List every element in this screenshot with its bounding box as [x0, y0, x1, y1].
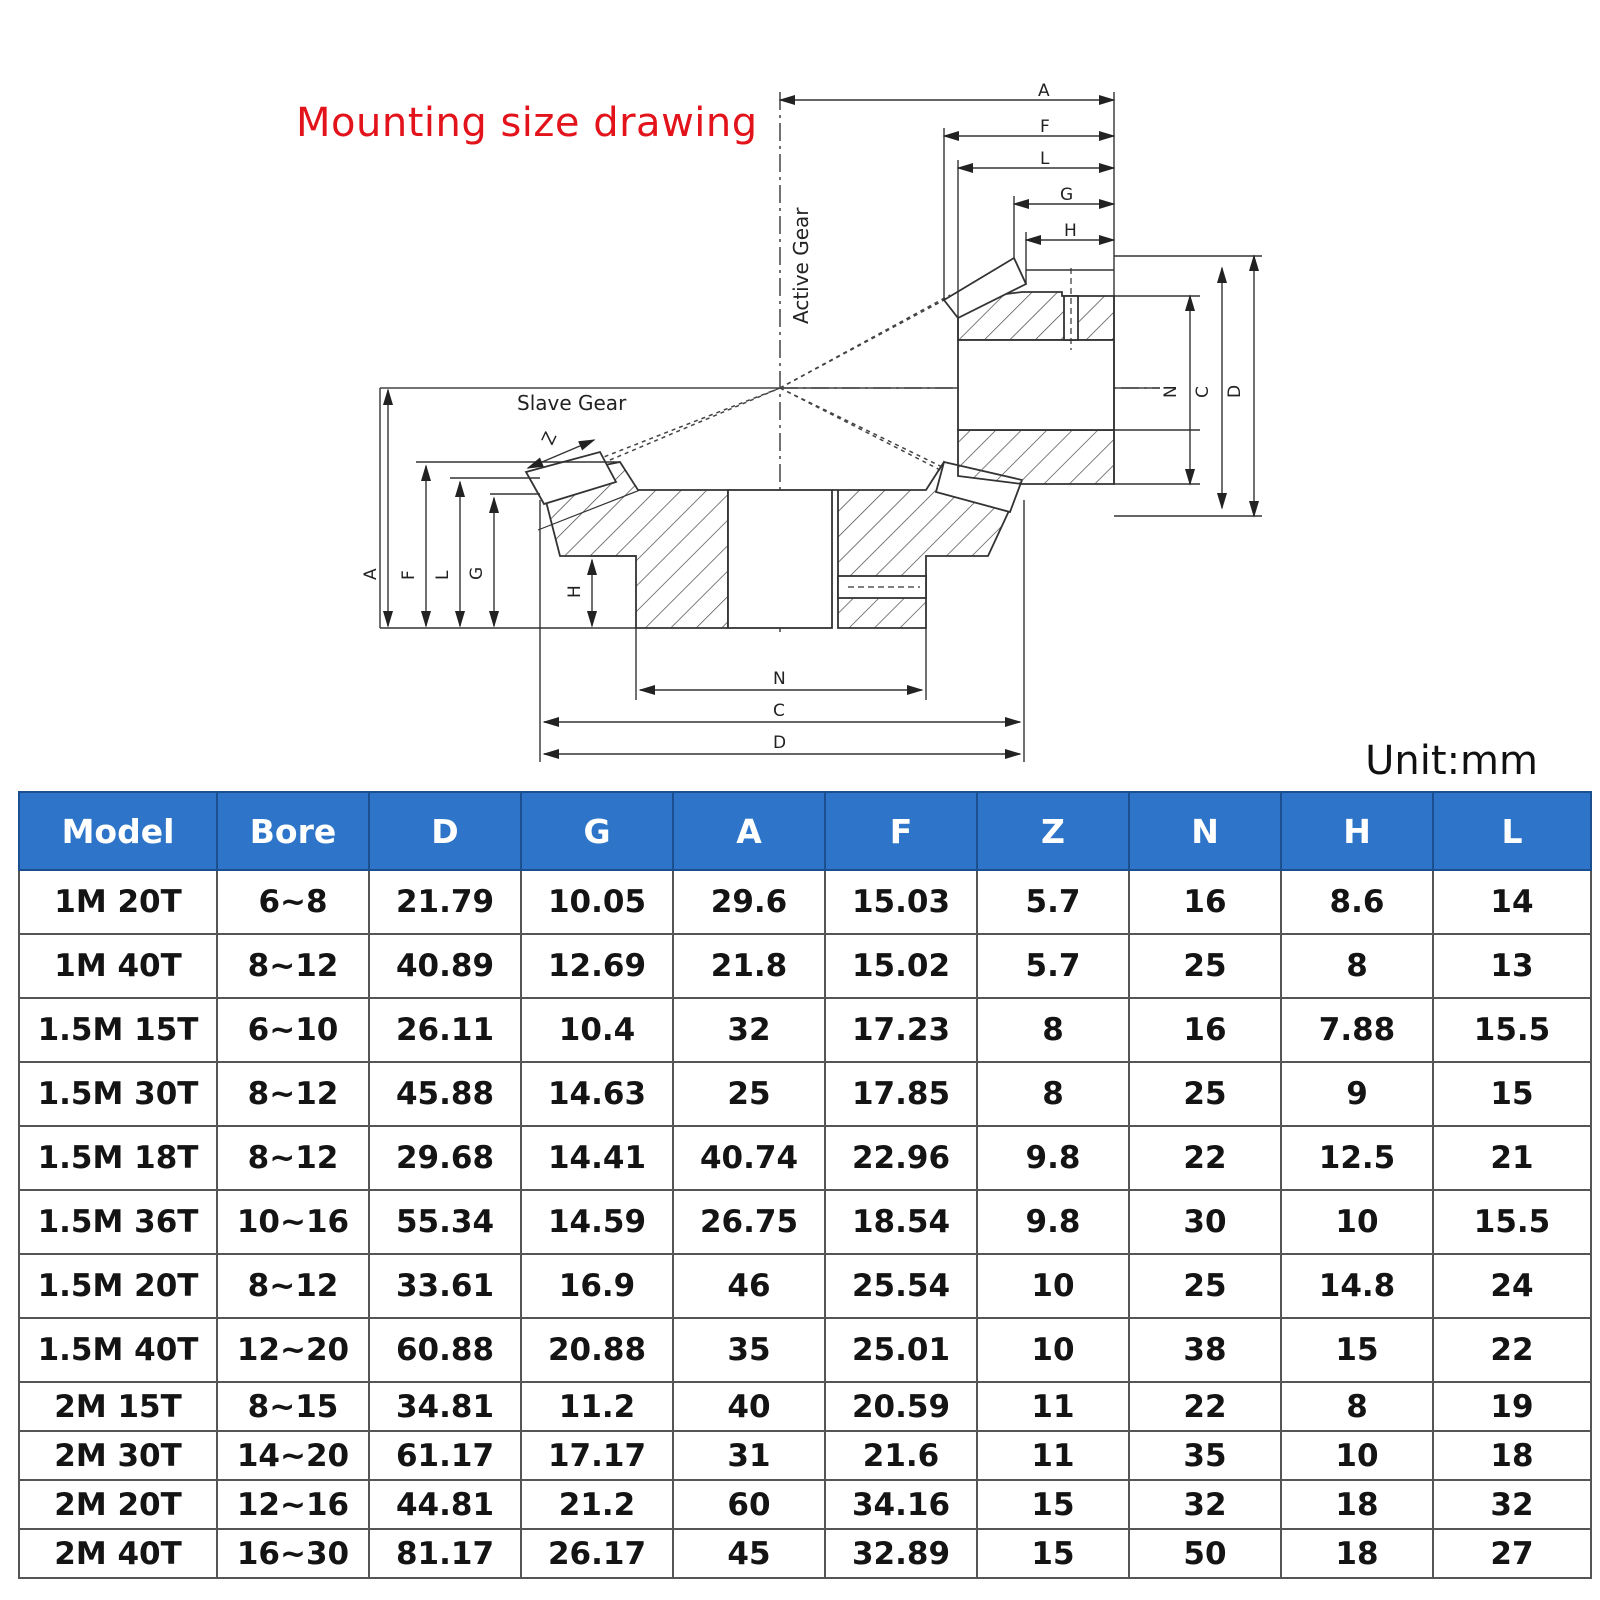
table-cell-bore: 12~16 [217, 1480, 369, 1529]
table-cell-f: 22.96 [825, 1126, 977, 1190]
table-cell-a: 40 [673, 1382, 825, 1431]
table-cell-h: 8 [1281, 1382, 1433, 1431]
slave-gear-label: Slave Gear [517, 391, 627, 415]
table-cell-model: 2M 40T [19, 1529, 217, 1578]
table-cell-l: 19 [1433, 1382, 1591, 1431]
table-cell-g: 12.69 [521, 934, 673, 998]
table-cell-l: 32 [1433, 1480, 1591, 1529]
table-cell-l: 13 [1433, 934, 1591, 998]
table-cell-f: 25.01 [825, 1318, 977, 1382]
table-cell-h: 15 [1281, 1318, 1433, 1382]
table-cell-n: 16 [1129, 870, 1281, 934]
col-header-h: H [1281, 792, 1433, 870]
table-cell-d: 26.11 [369, 998, 521, 1062]
table-cell-z: 15 [977, 1480, 1129, 1529]
table-cell-bore: 6~8 [217, 870, 369, 934]
table-cell-model: 1.5M 36T [19, 1190, 217, 1254]
table-cell-a: 60 [673, 1480, 825, 1529]
table-cell-l: 15.5 [1433, 1190, 1591, 1254]
table-cell-f: 15.03 [825, 870, 977, 934]
table-cell-z: 8 [977, 998, 1129, 1062]
table-cell-model: 1.5M 15T [19, 998, 217, 1062]
table-cell-model: 2M 20T [19, 1480, 217, 1529]
table-row [19, 1126, 1591, 1190]
table-header-row [19, 792, 1591, 870]
table-cell-g: 20.88 [521, 1318, 673, 1382]
table-cell-a: 21.8 [673, 934, 825, 998]
table-cell-z: 5.7 [977, 934, 1129, 998]
table-row [19, 1431, 1591, 1480]
table-row [19, 1062, 1591, 1126]
table-cell-d: 29.68 [369, 1126, 521, 1190]
dim-label-z: Z [538, 429, 562, 449]
table-cell-d: 40.89 [369, 934, 521, 998]
table-cell-bore: 10~16 [217, 1190, 369, 1254]
dim-label-h-top: H [1064, 221, 1077, 241]
col-header-model: Model [19, 792, 217, 870]
table-cell-h: 18 [1281, 1529, 1433, 1578]
table-cell-l: 24 [1433, 1254, 1591, 1318]
dim-label-f-left: F [399, 570, 419, 580]
table-cell-n: 35 [1129, 1431, 1281, 1480]
table-cell-g: 26.17 [521, 1529, 673, 1578]
table-cell-bore: 8~12 [217, 1062, 369, 1126]
table-row [19, 1318, 1591, 1382]
col-header-f: F [825, 792, 977, 870]
table-cell-f: 17.85 [825, 1062, 977, 1126]
table-cell-a: 45 [673, 1529, 825, 1578]
table-row [19, 998, 1591, 1062]
table-cell-h: 8.6 [1281, 870, 1433, 934]
table-cell-model: 2M 15T [19, 1382, 217, 1431]
table-cell-n: 22 [1129, 1382, 1281, 1431]
table-row [19, 1190, 1591, 1254]
table-cell-g: 16.9 [521, 1254, 673, 1318]
table-cell-z: 10 [977, 1254, 1129, 1318]
table-cell-h: 10 [1281, 1190, 1433, 1254]
table-cell-l: 21 [1433, 1126, 1591, 1190]
table-cell-n: 22 [1129, 1126, 1281, 1190]
table-cell-bore: 8~12 [217, 934, 369, 998]
table-cell-h: 10 [1281, 1431, 1433, 1480]
table-cell-bore: 16~30 [217, 1529, 369, 1578]
dim-label-a-left: A [361, 568, 381, 580]
table-row [19, 1382, 1591, 1431]
dim-label-d-right: D [1225, 384, 1245, 398]
col-header-d: D [369, 792, 521, 870]
dim-label-n-bottom: N [773, 669, 786, 689]
table-cell-d: 21.79 [369, 870, 521, 934]
table-cell-bore: 8~15 [217, 1382, 369, 1431]
table-row [19, 934, 1591, 998]
table-cell-bore: 14~20 [217, 1431, 369, 1480]
table-cell-d: 33.61 [369, 1254, 521, 1318]
table-cell-n: 38 [1129, 1318, 1281, 1382]
table-cell-g: 11.2 [521, 1382, 673, 1431]
dim-label-h-left: H [565, 585, 585, 598]
table-row [19, 870, 1591, 934]
table-cell-g: 10.4 [521, 998, 673, 1062]
col-header-a: A [673, 792, 825, 870]
table-cell-bore: 12~20 [217, 1318, 369, 1382]
dim-label-a-top: A [1038, 81, 1050, 101]
unit-label: Unit:mm [1365, 738, 1538, 784]
table-cell-l: 14 [1433, 870, 1591, 934]
gear-spec-table [18, 791, 1592, 1579]
table-cell-g: 17.17 [521, 1431, 673, 1480]
table-cell-g: 10.05 [521, 870, 673, 934]
table-cell-l: 15.5 [1433, 998, 1591, 1062]
table-cell-l: 15 [1433, 1062, 1591, 1126]
table-cell-g: 14.59 [521, 1190, 673, 1254]
col-header-n: N [1129, 792, 1281, 870]
table-cell-a: 40.74 [673, 1126, 825, 1190]
table-cell-h: 8 [1281, 934, 1433, 998]
table-cell-bore: 6~10 [217, 998, 369, 1062]
table-cell-h: 9 [1281, 1062, 1433, 1126]
table-cell-a: 32 [673, 998, 825, 1062]
table-row [19, 1529, 1591, 1578]
table-cell-f: 18.54 [825, 1190, 977, 1254]
table-cell-model: 1.5M 40T [19, 1318, 217, 1382]
table-cell-g: 21.2 [521, 1480, 673, 1529]
table-cell-l: 22 [1433, 1318, 1591, 1382]
dim-label-c-right: C [1193, 386, 1213, 398]
table-cell-model: 2M 30T [19, 1431, 217, 1480]
dim-label-f-top: F [1040, 117, 1050, 137]
table-cell-h: 14.8 [1281, 1254, 1433, 1318]
table-cell-d: 61.17 [369, 1431, 521, 1480]
table-cell-h: 7.88 [1281, 998, 1433, 1062]
table-cell-g: 14.63 [521, 1062, 673, 1126]
table-cell-f: 25.54 [825, 1254, 977, 1318]
table-cell-n: 50 [1129, 1529, 1281, 1578]
table-cell-f: 20.59 [825, 1382, 977, 1431]
table-cell-z: 11 [977, 1382, 1129, 1431]
table-cell-n: 25 [1129, 1062, 1281, 1126]
table-cell-f: 32.89 [825, 1529, 977, 1578]
dim-label-g-top: G [1060, 185, 1074, 205]
table-cell-l: 27 [1433, 1529, 1591, 1578]
table-row [19, 1254, 1591, 1318]
table-cell-f: 21.6 [825, 1431, 977, 1480]
table-cell-z: 15 [977, 1529, 1129, 1578]
col-header-z: Z [977, 792, 1129, 870]
table-cell-model: 1M 20T [19, 870, 217, 934]
table-row [19, 1480, 1591, 1529]
table-cell-z: 9.8 [977, 1190, 1129, 1254]
dim-label-c-bottom: C [773, 701, 785, 721]
table-cell-z: 8 [977, 1062, 1129, 1126]
drawing-title: Mounting size drawing [296, 100, 758, 146]
table-cell-d: 45.88 [369, 1062, 521, 1126]
col-header-l: L [1433, 792, 1591, 870]
dim-label-g-left: G [467, 566, 487, 580]
table-cell-bore: 8~12 [217, 1126, 369, 1190]
table-cell-z: 5.7 [977, 870, 1129, 934]
table-cell-model: 1.5M 30T [19, 1062, 217, 1126]
table-cell-f: 15.02 [825, 934, 977, 998]
table-cell-h: 12.5 [1281, 1126, 1433, 1190]
table-cell-z: 11 [977, 1431, 1129, 1480]
table-cell-a: 46 [673, 1254, 825, 1318]
mounting-size-drawing [0, 0, 1600, 770]
table-cell-d: 81.17 [369, 1529, 521, 1578]
col-header-bore: Bore [217, 792, 369, 870]
dim-label-l-left: L [433, 570, 453, 580]
table-cell-d: 55.34 [369, 1190, 521, 1254]
table-cell-n: 32 [1129, 1480, 1281, 1529]
table-cell-n: 25 [1129, 934, 1281, 998]
table-cell-model: 1M 40T [19, 934, 217, 998]
col-header-g: G [521, 792, 673, 870]
table-cell-bore: 8~12 [217, 1254, 369, 1318]
table-cell-n: 30 [1129, 1190, 1281, 1254]
dim-label-n-right: N [1161, 385, 1181, 398]
table-cell-z: 10 [977, 1318, 1129, 1382]
table-cell-d: 60.88 [369, 1318, 521, 1382]
dim-label-l-top: L [1040, 149, 1050, 169]
table-cell-a: 35 [673, 1318, 825, 1382]
table-cell-a: 31 [673, 1431, 825, 1480]
table-cell-model: 1.5M 20T [19, 1254, 217, 1318]
table-cell-z: 9.8 [977, 1126, 1129, 1190]
table-cell-f: 17.23 [825, 998, 977, 1062]
table-cell-d: 34.81 [369, 1382, 521, 1431]
table-cell-n: 25 [1129, 1254, 1281, 1318]
table-cell-a: 29.6 [673, 870, 825, 934]
table-cell-d: 44.81 [369, 1480, 521, 1529]
table-cell-f: 34.16 [825, 1480, 977, 1529]
active-gear-label: Active Gear [789, 207, 813, 324]
table-cell-n: 16 [1129, 998, 1281, 1062]
table-cell-a: 26.75 [673, 1190, 825, 1254]
table-cell-a: 25 [673, 1062, 825, 1126]
table-cell-model: 1.5M 18T [19, 1126, 217, 1190]
table-cell-l: 18 [1433, 1431, 1591, 1480]
table-cell-g: 14.41 [521, 1126, 673, 1190]
dim-label-d-bottom: D [773, 733, 787, 753]
table-cell-h: 18 [1281, 1480, 1433, 1529]
